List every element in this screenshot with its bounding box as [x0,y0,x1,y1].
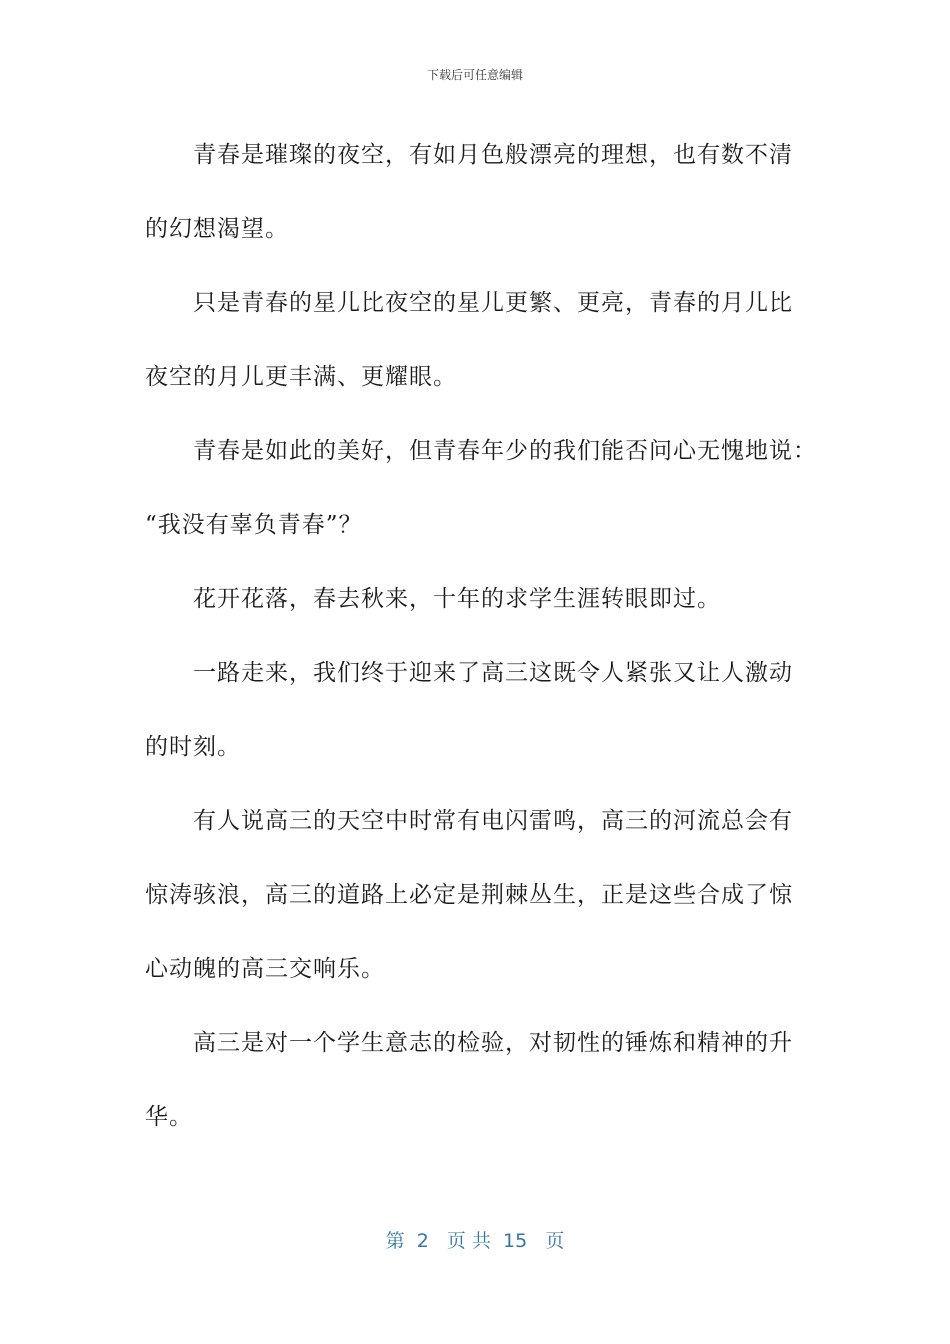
text-line: 惊涛骇浪，高三的道路上必定是荆棘丛生，正是这些合成了惊 [145,882,793,908]
text-line: 花开花落，春去秋来，十年的求学生涯转眼即过。 [193,586,721,612]
text-line: 有人说高三的天空中时常有电闪雷鸣，高三的河流总会有 [193,808,793,834]
text-line: 的幻想渴望。 [145,216,289,242]
text-line: 青春是如此的美好，但青春年少的我们能否问心无愧地说： [193,438,817,464]
text-line: 只是青春的星儿比夜空的星儿更繁、更亮，青春的月儿比 [193,290,793,316]
text-line: 的时刻。 [145,734,241,760]
header-note: 下载后可任意编辑 [426,68,523,82]
text-line: 青春是璀璨的夜空，有如月色般漂亮的理想，也有数不清 [193,142,793,168]
text-line: “我没有辜负青春”？ [145,512,363,538]
text-line: 夜空的月儿更丰满、更耀眼。 [145,364,457,390]
text-line: 高三是对一个学生意志的检验，对韧性的锤炼和精神的升 [193,1030,793,1056]
text-line: 心动魄的高三交响乐。 [145,956,385,982]
text-line: 一路走来，我们终于迎来了高三这既令人紧张又让人激动 [193,660,793,686]
text-line: 华。 [145,1104,193,1130]
page-number-footer: 第 2 页 共 15 页 [385,1230,565,1252]
document-body [145,118,817,1154]
